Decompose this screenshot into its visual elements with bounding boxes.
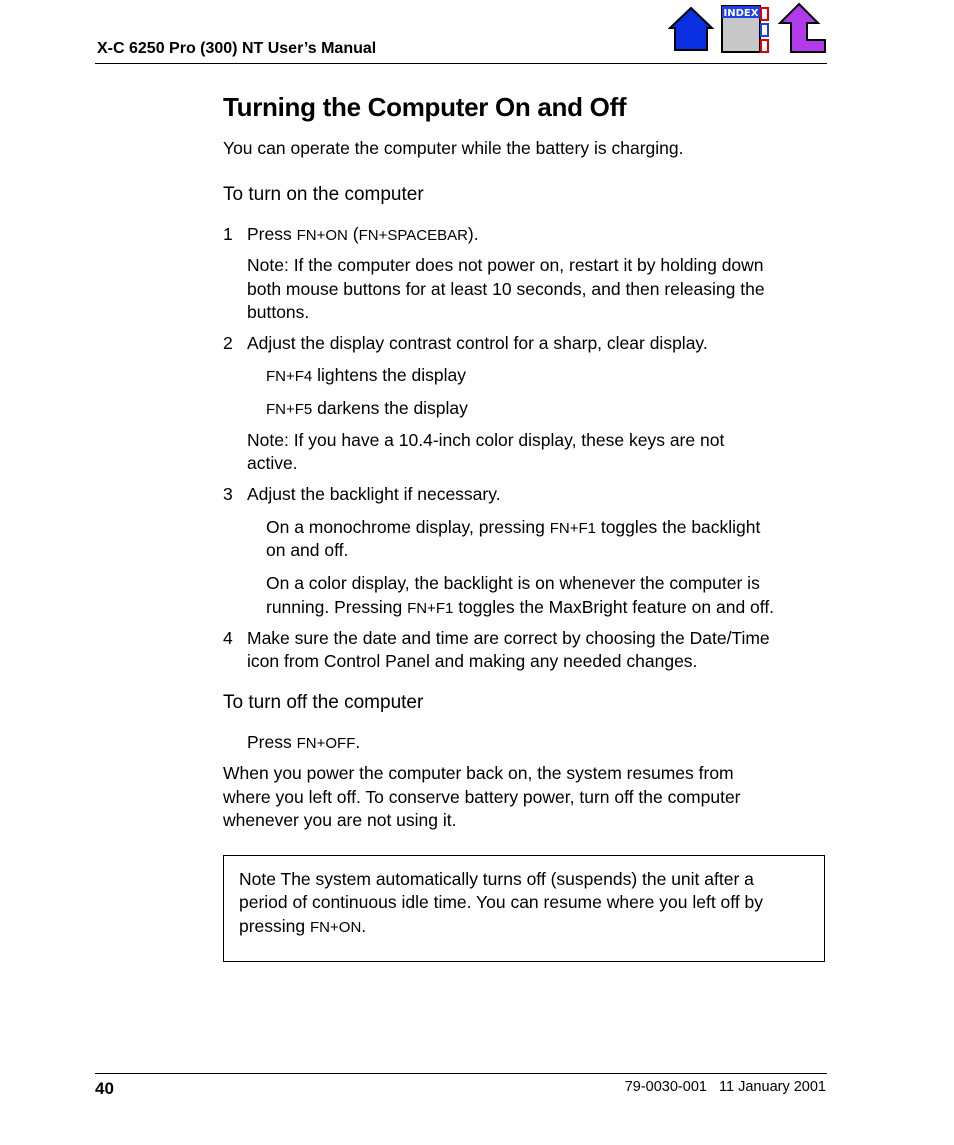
index-label: INDEX <box>723 8 759 19</box>
step-1-text: Press FN+ON (FN+SPACEBAR). <box>247 224 479 244</box>
intro-text: You can operate the computer while the battery is charging. <box>223 138 684 158</box>
resume-text: where you left off. To conserve battery power, turn off the computer <box>223 787 741 807</box>
step-3-text: Adjust the backlight if necessary. <box>247 484 501 504</box>
manual-title: X-C 6250 Pro (300) NT User’s Manual <box>97 40 377 57</box>
step-number: 3 <box>223 484 233 504</box>
key-combo: FN+OFF <box>296 735 356 752</box>
key-combo: FN+F1 <box>407 600 454 617</box>
mono-backlight-line: On a monochrome display, pressing FN+F1 toggles the backlight <box>266 517 761 537</box>
key-combo: FN+F4 <box>266 368 313 385</box>
suspend-note-line: pressing FN+ON. <box>239 916 367 936</box>
resume-text: whenever you are not using it. <box>223 810 457 830</box>
page-number: 40 <box>95 1079 114 1098</box>
step-number: 1 <box>223 224 233 244</box>
note-display-line: Note: If you have a 10.4-inch color display, these keys are not <box>247 430 725 450</box>
key-combo: FN+F5 <box>266 401 313 418</box>
doc-info: 79-0030-001 11 January 2001 <box>624 1079 826 1095</box>
page-title: Turning the Computer On and Off <box>223 92 627 122</box>
contrast-lighten: FN+F4 lightens the display <box>266 365 466 385</box>
suspend-note-line: period of continuous idle time. You can resume where you left off by <box>239 892 764 912</box>
note-display-line: active. <box>247 453 298 473</box>
key-combo: FN+F1 <box>549 520 596 537</box>
note-power-line: both mouse buttons for at least 10 seconds, and then releasing the <box>247 279 765 299</box>
color-backlight-line: On a color display, the backlight is on whenever the computer is <box>266 573 760 593</box>
turn-on-heading: To turn on the computer <box>223 184 424 205</box>
up-arrow-icon[interactable] <box>777 2 827 54</box>
step-4-text: icon from Control Panel and making any needed changes. <box>247 651 698 671</box>
turn-off-heading: To turn off the computer <box>223 692 424 713</box>
color-backlight-line: running. Pressing FN+F1 toggles the MaxBright feature on and off. <box>266 597 775 617</box>
home-icon[interactable] <box>668 6 714 52</box>
mono-backlight-line: on and off. <box>266 540 349 560</box>
header-divider <box>95 63 827 64</box>
step-4-text: Make sure the date and time are correct by choosing the Date/Time <box>247 628 770 648</box>
footer-divider <box>95 1073 827 1074</box>
index-icon[interactable] <box>720 4 770 54</box>
key-combo: FN+SPACEBAR <box>358 227 468 244</box>
note-power-line: buttons. <box>247 302 310 322</box>
key-combo: FN+ON <box>310 919 362 936</box>
step-2-text: Adjust the display contrast control for a sharp, clear display. <box>247 333 708 353</box>
contrast-darken: FN+F5 darkens the display <box>266 398 468 418</box>
step-number: 4 <box>223 628 233 648</box>
press-off-text: Press FN+OFF. <box>247 732 361 752</box>
key-combo: FN+ON <box>296 227 348 244</box>
note-power-line: Note: If the computer does not power on, restart it by holding down <box>247 255 764 275</box>
suspend-note-line: Note The system automatically turns off (suspends) the unit after a <box>239 869 754 889</box>
resume-text: When you power the computer back on, the system resumes from <box>223 763 734 783</box>
step-number: 2 <box>223 333 233 353</box>
